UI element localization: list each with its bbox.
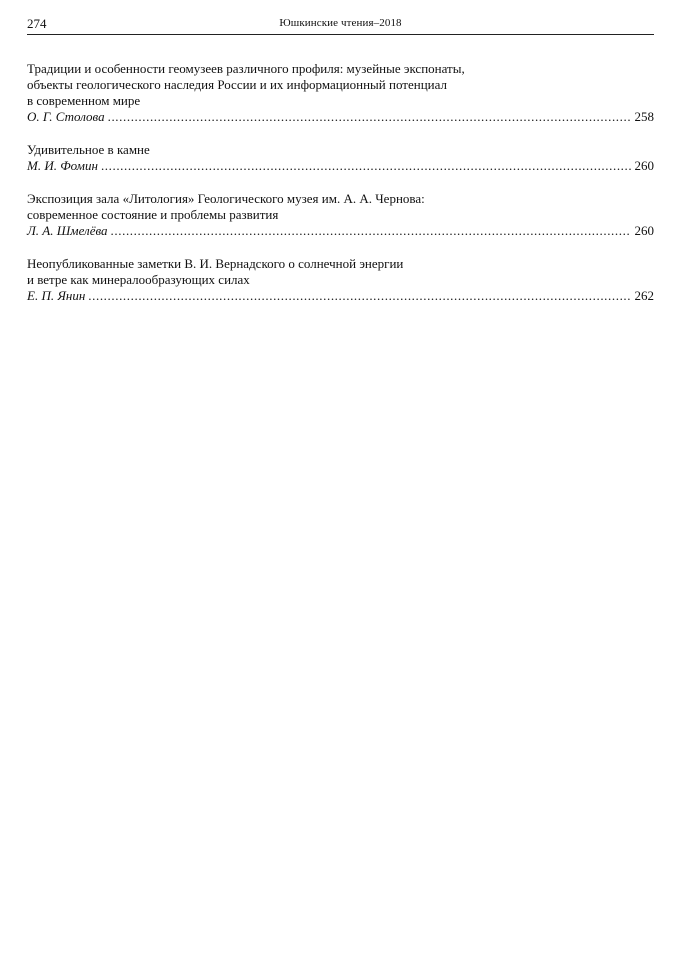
toc-entry-author: М. И. Фомин bbox=[27, 158, 98, 173]
toc-entry-title: Удивительное в камне bbox=[27, 142, 150, 157]
toc-entry-author: О. Г. Столова bbox=[27, 109, 105, 124]
toc-entry bbox=[27, 61, 654, 125]
toc-entry bbox=[27, 256, 654, 304]
dot-leader bbox=[108, 109, 631, 125]
toc-entry-author-line bbox=[27, 109, 654, 125]
toc-entry-page: 260 bbox=[634, 158, 654, 173]
toc-entry-title: Неопубликованные заметки В. И. Вернадского о солнечной энергии и ветре как минералообразующих силах bbox=[27, 256, 404, 287]
toc-entry-author: Л. А. Шмелёва bbox=[27, 223, 108, 238]
toc-entry-title: Экспозиция зала «Литология» Геологического музея им. А. А. Чернова: современное состояние и проблемы развития bbox=[27, 191, 425, 222]
toc-entry-page: 260 bbox=[634, 223, 654, 238]
toc-entry-author-line bbox=[27, 158, 654, 174]
dot-leader bbox=[88, 288, 630, 304]
dot-leader bbox=[111, 223, 631, 239]
page-number: 274 bbox=[27, 16, 47, 31]
toc-entry-author: Е. П. Янин bbox=[27, 288, 86, 303]
running-title: Юшкинские чтения–2018 bbox=[279, 17, 402, 29]
toc-entry-author-line bbox=[27, 288, 654, 304]
document-page bbox=[27, 14, 654, 321]
toc-entry bbox=[27, 142, 654, 174]
table-of-contents bbox=[27, 61, 654, 304]
toc-entry-author-line bbox=[27, 223, 654, 239]
dot-leader bbox=[101, 158, 631, 174]
toc-entry-title: Традиции и особенности геомузеев различного профиля: музейные экспонаты, объекты геологического наследия России и их информационный потенциал в современном мире bbox=[27, 61, 465, 108]
toc-entry-page: 258 bbox=[634, 109, 654, 124]
toc-entry-page: 262 bbox=[634, 288, 654, 303]
toc-entry bbox=[27, 191, 654, 239]
running-head bbox=[27, 14, 654, 35]
